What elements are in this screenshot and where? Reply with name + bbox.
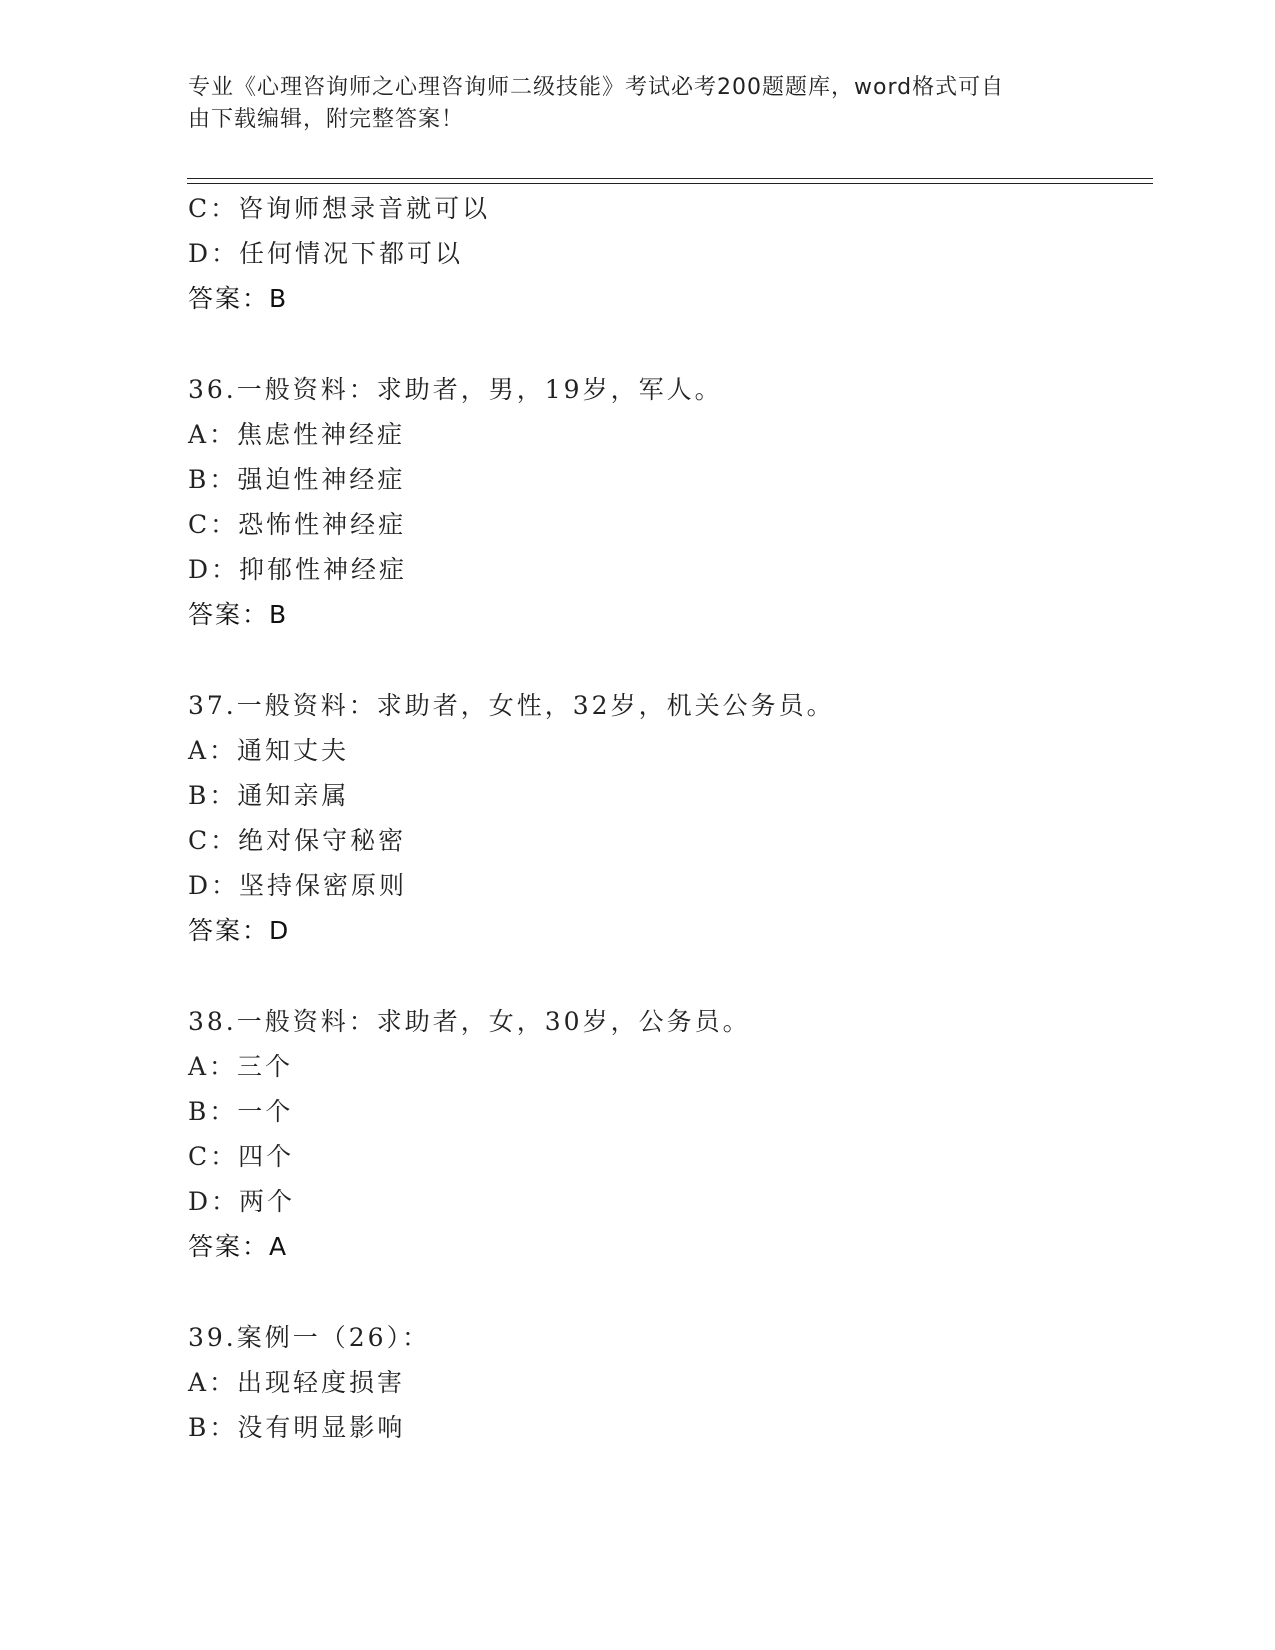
option-b: B：没有明显影响 xyxy=(188,1413,406,1442)
header-line-2: 由下载编辑，附完整答案！ xyxy=(188,107,465,132)
option-a: A：三个 xyxy=(188,1052,294,1081)
question-36: 36.一般资料：求助者，男，19岁，军人。 xyxy=(188,375,723,404)
option-a: A：出现轻度损害 xyxy=(188,1368,406,1397)
option-d: D：两个 xyxy=(188,1187,296,1216)
answer: 答案：A xyxy=(188,1232,289,1261)
option-b: B：强迫性神经症 xyxy=(188,465,406,494)
option-d: D：坚持保密原则 xyxy=(188,871,408,900)
option-d: D：任何情况下都可以 xyxy=(188,239,464,268)
option-c: C：恐怖性神经症 xyxy=(188,510,407,539)
question-38: 38.一般资料：求助者，女，30岁，公务员。 xyxy=(188,1007,751,1036)
option-c: C：咨询师想录音就可以 xyxy=(188,194,491,223)
option-b: B：通知亲属 xyxy=(188,781,350,810)
answer: 答案：D xyxy=(188,916,291,945)
option-d: D：抑郁性神经症 xyxy=(188,555,408,584)
header-line-1: 专业《心理咨询师之心理咨询师二级技能》考试必考200题题库，word格式可自 xyxy=(188,75,1005,100)
option-b: B：一个 xyxy=(188,1097,294,1126)
document-header xyxy=(188,72,1068,136)
option-a: A：焦虑性神经症 xyxy=(188,420,406,449)
answer: 答案：B xyxy=(188,284,289,313)
question-37: 37.一般资料：求助者，女性，32岁，机关公务员。 xyxy=(188,691,835,720)
question-39: 39.案例一（26）： xyxy=(188,1323,431,1352)
header-divider-bottom xyxy=(187,183,1153,184)
option-a: A：通知丈夫 xyxy=(188,736,350,765)
header-divider-top xyxy=(187,178,1153,179)
option-c: C：绝对保守秘密 xyxy=(188,826,407,855)
option-c: C：四个 xyxy=(188,1142,295,1171)
answer: 答案：B xyxy=(188,600,289,629)
